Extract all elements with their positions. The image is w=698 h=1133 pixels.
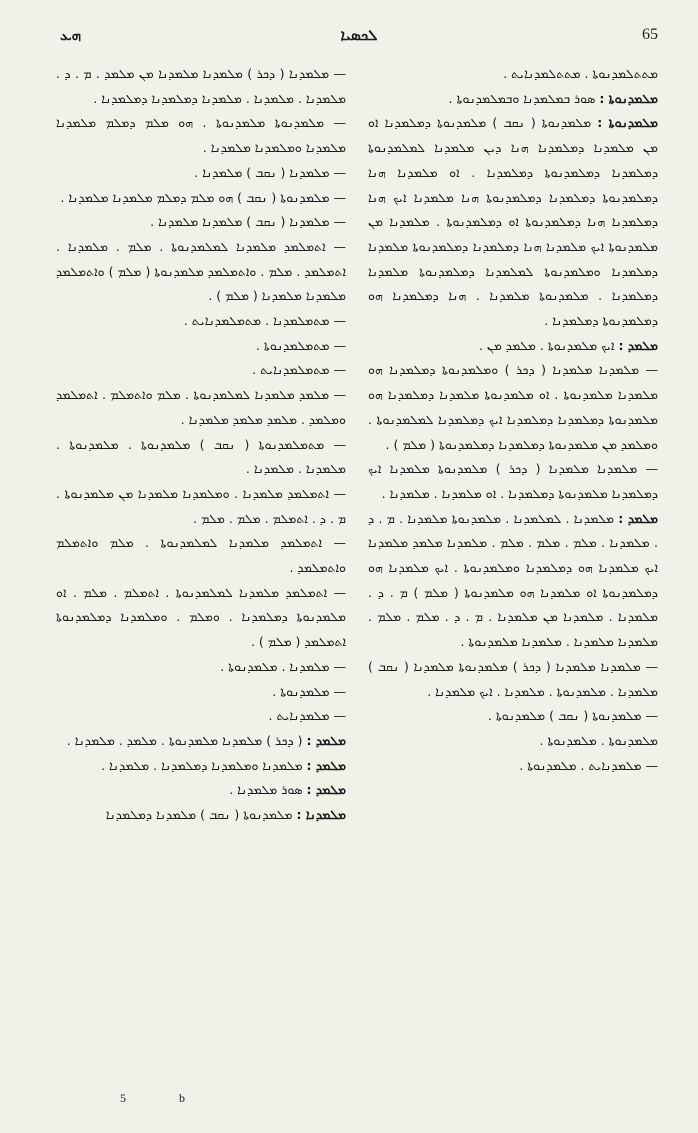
dictionary-entry xyxy=(368,358,658,457)
dictionary-entry xyxy=(56,186,346,211)
dictionary-entry xyxy=(56,729,346,754)
dictionary-entry xyxy=(368,62,658,87)
entry-headword: ܡܠܡܕ : xyxy=(306,782,346,798)
signature-number: 5 xyxy=(120,1091,127,1105)
dictionary-entry xyxy=(56,482,346,531)
entry-text: — ܡܠܡܕܢܐ ܡܠܡܕܢܐ ( ܕܟܪ ) ܘܡܠܡܕܢܘܬܐ ܕܡܠܡܕܢܐ ܗܘ ܡܠܡܕܢܐ ܡܠܡܕܢܘܬܐ . ܐܘ ܡܠܡܕܢܘܬܐ ܡܠܡܕܢܐ ܕܡܠܡܕܢܐ ܗܘ ܡܠܡܕܢܘܬܐ ܕܡܠܡܕܢܐ ܕܡܠܡܕܢܐ ܐܝܟ ܕܡܠܡܕܢܐ ܠܡܠܡܕܢܘܬܐ . ܘܡܠܡܕ ܡܢ ܡܠܡܕܢܘܬܐ ܕܡܠܡܕܢܐ ܕܡܠܡܕܢܘܬܐ ( ܡܠܡ ) . xyxy=(368,362,658,452)
dictionary-entry xyxy=(56,680,346,705)
dictionary-entry xyxy=(368,507,658,655)
entry-text: ܡܠܡܕܢܐ ܘܡܠܡܕܢܐ ܕܡܠܡܕܢܐ . ܡܠܡܕܢܐ . xyxy=(101,757,303,773)
dictionary-entry xyxy=(368,754,658,779)
entry-text: — ܡܠܡܕܢܘܬܐ . xyxy=(272,683,346,699)
dictionary-entry xyxy=(368,457,658,506)
dictionary-entry xyxy=(368,334,658,359)
dictionary-entry xyxy=(56,62,346,111)
entry-text: ܣܘܪ ܒܡܠܡܕܢܐ ܘܒܡܠܡܕܢܘܬܐ . xyxy=(448,90,596,106)
entry-text: — ܡܠܡܕ ܡܠܡܕܢܐ ܠܡܠܡܕܢܘܬܐ . ܡܠܡ ܘܐܬܡܠܡ . ܐܬܡܠܡܕ ܘܡܠܡܕ . ܡܠܡܕ ܡܠܡܕ ܡܠܡܕܢܐ . xyxy=(56,387,346,427)
entry-text: — ܡܠܡܕܢܐ ܡܠܡܕܢܐ ( ܕܟܪ ) ܡܠܡܕܢܘܬܐ ܡܠܡܕܢܐ ܐܝܟ ܕܡܠܡܕܢܐ ܡܠܡܕܢܘܬܐ ܕܡܠܡܕܢܐ . ܐܘ ܡܠܡܕܢܐ . ܡܠܡܕܢܐ . xyxy=(368,461,658,501)
entry-headword: ܡܠܡܕܢܘܬܐ : xyxy=(599,90,658,106)
dictionary-entry xyxy=(368,111,658,333)
entry-text: ܡܠܡܕܢܐ . ܠܡܠܡܕܢܐ . ܡܠܡܕܢܘܬܐ ܡܠܡܕܢܐ . ܡ . ܕ . ܡܠܡܕܢܐ . ܡܠܡ . ܡܠܡ . ܡܠܡ . ܡܠܡܕܢܐ ܡܠܡܕ ܡܠܡܕܢܐ ܐܝܟ ܡܠܡܕܢܐ ܗܘ ܕܡܠܡܕܢܐ ܘܡܠܡܕܢܘܬܐ . ܐܝܟ ܡܠܡܕܢܐ ܗܘ ܕܡܠܡܕܢܘܬܐ ܐܘ ܡܠܡܕܢܐ ܗܘ ܡܠܡܕܢܘܬܐ ( ܡܠܡ ) ܡ . ܕ . ܡܠܡܕܢܐ . ܡܠܡܕܢܐ ܡܢ ܡܠܡܕܢܐ . ܡ . ܕ . ܡܠܡ . ܡܠܡ . ܡܠܡܕܢܐ ܡܠܡܕܢܐ . ܡܠܡܕܢܐ ܡܠܡܕܢܘܬܐ . xyxy=(368,510,658,650)
dictionary-entry xyxy=(56,161,346,186)
dictionary-entry xyxy=(56,309,346,334)
entry-text: — ܡܬܡܠܡܕܢܐ . ܡܬܡܠܡܕܢܐܝܬ . xyxy=(183,313,346,329)
entry-text: ܡܠܡܕܢܘܬܐ . ܡܠܡܕܢܘܬܐ . xyxy=(539,732,658,748)
entry-text: — ܡܠܡܕܢܐ ( ܕܟܪ ) ܡܠܡܕܢܐ ܡܠܡܕܢܐ ܡܢ ܡܠܡܕ . ܡ . ܕ . ܡܠܡܕܢܐ . ܡܠܡܕܢܐ . ܡܠܡܕܢܐ ܕܡܠܡܕܢܐ ܕܡܠܡܕܢܐ . xyxy=(56,66,346,106)
dictionary-entry xyxy=(56,210,346,235)
dictionary-entry xyxy=(56,235,346,309)
entry-headword: ܡܠܡܕ : xyxy=(618,510,658,526)
dictionary-entry xyxy=(368,729,658,754)
entry-text: ܡܬܬܠܡܕܢܘܬܐ . ܡܬܬܠܡܕܢܐܝܬ . xyxy=(503,66,658,81)
entry-text: — ܡܠܡܕܢܐ ( ܢܩܒ ) ܡܠܡܕܢܐ . xyxy=(194,164,346,180)
dictionary-entry xyxy=(368,87,658,112)
entry-headword: ܡܠܡܕ : xyxy=(618,337,658,353)
running-head-title: ܠܟܣܝܐ xyxy=(340,26,378,44)
entry-text: — ܡܠܡܕܢܘܬܐ ( ܢܩܒ ) ܗܘ ܡܠܡ ܕܡܠܡ ܡܠܡܕܢܐ ܡܠܡܕܢܐ . xyxy=(60,189,346,205)
entry-text: — ܡܬܡܠܡܕܢܘܬܐ ( ܢܩܒ ) ܡܠܡܕܢܘܬܐ . ܡܠܡܕܢܘܬܐ . ܡܠܡܕܢܐ . ܡܠܡܕܢܐ . xyxy=(56,436,346,477)
entry-text: — ܐܬܡܠܡܕ ܡܠܡܕܢܐ ܠܡܠܡܕܢܘܬܐ . ܐܬܡܠܡ . ܡܠܡ . ܐܘ ܡܠܡܕܢܘܬܐ ܕܡܠܡܕܢܐ . ܘܡܠܡ . ܘܡܠܡܕܢܐ ܕܡܠܡܕܢܘܬܐ ܐܬܡܠܡܕ ( ܡܠܡ ) . xyxy=(56,584,346,650)
dictionary-entry xyxy=(56,531,346,580)
entry-text: — ܡܠܡܕܢܐܝܬ . ܡܠܡܕܢܘܬܐ . xyxy=(519,757,658,773)
dictionary-entry xyxy=(368,704,658,729)
entry-text: — ܡܠܡܕܢܐܝܬ . xyxy=(268,708,346,724)
dictionary-entry xyxy=(56,754,346,779)
entry-text: ܡܠܡܕܢܘܬܐ ( ܢܩܒ ) ܡܠܡܕܢܐ ܕܡܠܡܕܢܐ xyxy=(105,807,293,823)
signature-letter: b xyxy=(179,1091,186,1105)
entry-text: — ܐܬܡܠܡܕ ܡܠܡܕܢܐ ܠܡܠܡܕܢܘܬܐ . ܡܠܡ . ܡܠܡܕܢܐ . ܐܬܡܠܡܕ . ܡܠܡ . ܘܐܬܡܠܡܕ ܡܠܡܕܢܘܬܐ ( ܡܠܡ ) ܘܐܬܡܠܡܕ ܡܠܡܕܢܐ ܡܠܡܕܢܐ ( ܡܠܡ ) . xyxy=(56,238,346,304)
dictionary-entry xyxy=(56,803,346,828)
entry-headword: ܡܠܡܕ : xyxy=(306,757,346,773)
entry-headword: ܡܠܡܕܢܐ : xyxy=(296,807,346,823)
dictionary-entry xyxy=(56,358,346,383)
running-header xyxy=(60,26,658,50)
entry-text: — ܡܠܡܕܢܘܬܐ ( ܢܩܒ ) ܡܠܡܕܢܘܬܐ . xyxy=(487,708,658,724)
entry-text: — ܡܠܡܕܢܘܬܐ ܡܠܡܕܢܘܬܐ . ܗܘ ܡܠܡ ܕܡܠܡ ܡܠܡܕܢܐ ܡܠܡܕܢܐ ܘܡܠܡܕܢܐ ܡܠܡܕܢܐ . xyxy=(56,115,346,156)
dictionary-entry xyxy=(56,581,346,655)
entry-text: — ܡܬܡܠܡܕܢܐܝܬ . xyxy=(252,362,346,378)
dictionary-entry xyxy=(56,433,346,482)
dictionary-entry xyxy=(56,111,346,160)
entry-text: — ܐܬܡܠܡܕ ܡܠܡܕܢܐ . ܘܡܠܡܕܢܐ ܡܠܡܕܢܐ ܡܢ ܡܠܡܕܢܘܬܐ . ܡ . ܕ . ܐܬܡܠܡ . ܡܠܡ . ܡܠܡ . xyxy=(56,485,346,526)
entry-text: — ܡܠܡܕܢܐ ( ܢܩܒ ) ܡܠܡܕܢܐ ܡܠܡܕܢܐ . xyxy=(150,214,346,230)
entry-text: ܐܝܟ ܡܠܡܕܢܘܬܐ . ܡܠܡܕ ܡܢ . xyxy=(478,337,615,353)
dictionary-entry xyxy=(56,704,346,729)
right-column xyxy=(368,62,658,778)
entry-text: — ܡܠܡܕܢܐ ܡܠܡܕܢܐ ( ܕܟܪ ) ܡܠܡܕܢܘܬܐ ܡܠܡܕܢܐ ( ܢܩܒ ) ܡܠܡܕܢܐ . ܡܠܡܕܢܘܬܐ . ܡܠܡܕܢܐ . ܐܝܟ ܡܠܡܕܢܐ . xyxy=(368,658,658,699)
dictionary-entry xyxy=(368,655,658,704)
entry-text: — ܐܬܡܠܡܕ ܡܠܡܕܢܐ ܠܡܠܡܕܢܘܬܐ . ܡܠܡ ܘܐܬܡܠܡ ܘܐܬܡܠܡܕ . xyxy=(56,535,346,576)
entry-text: ( ܕܟܪ ) ܡܠܡܕܢܐ ܡܠܡܕܢܘܬܐ . ܡܠܡܕ . ܡܠܡܕܢܐ . xyxy=(66,732,303,748)
dictionary-entry xyxy=(56,383,346,432)
dictionary-entry xyxy=(56,778,346,803)
entry-text: ܡܠܡܕܢܘܬܐ ( ܢܩܒ ) ܡܠܡܕܢܘܬܐ ܕܡܠܡܕܢܐ ܐܘ ܡܢ ܡܠܡܕܢܐ ܕܡܠܡܕܢܐ ܗܢܐ ܕܝܢ ܡܠܡܕܢܐ ܠܡܠܡܕܢܘܬܐ ܕܡܠܡܕܢܐ ܕܡܠܡܕܢܘܬܐ ܕܡܠܡܕܢܐ . ܐܘ ܡܠܡܕܢܐ ܗܢܐ ܕܡܠܡܕܢܘܬܐ ܕܡܠܡܕܢܐ ܕܡܠܡܕܢܘܬܐ ܗܢܐ ܡܠܡܕܢܐ ܐܝܟ ܗܢܐ ܕܡܠܡܕܢܐ ܗܢܐ ܕܡܠܡܕܢܘܬܐ ܐܘ ܕܡܠܡܕܢܘܬܐ . ܡܠܡܕܢܐ ܡܢ ܡܠܡܕܢܘܬܐ ܐܝܟ ܡܠܡܕܢܐ ܗܢܐ ܕܡܠܡܕܢܐ ܕܡܠܡܕܢܘܬܐ ܡܠܡܕܢܐ ܕܡܠܡܕܢܐ ܘܡܠܡܕܢܘܬܐ ܠܡܠܡܕܢܐ ܕܡܠܡܕܢܘܬܐ ܡܠܡܕܢܐ ܕܡܠܡܕܢܐ . ܡܠܡܕܢܘܬܐ ܡܠܡܕܢܐ . ܗܢܐ ܕܡܠܡܕܢܐ ܗܘ ܕܡܠܡܕܢܘܬܐ ܕܡܠܡܕܢܐ . xyxy=(368,115,658,329)
entry-text: — ܡܬܡܠܡܕܢܘܬܐ . xyxy=(255,337,346,353)
signature-mark xyxy=(120,1091,234,1106)
entry-headword: ܡܠܡܕܢܘܬܐ : xyxy=(597,115,658,131)
running-head-left: ܗܥ xyxy=(60,26,81,44)
page-number: 65 xyxy=(642,26,658,43)
dictionary-entry xyxy=(56,334,346,359)
entry-text: ܣܘܪ ܡܠܡܕܢܐ . xyxy=(229,782,303,798)
left-column xyxy=(56,62,346,828)
entry-text: — ܡܠܡܕܢܐ . ܡܠܡܕܢܘܬܐ . xyxy=(220,658,346,674)
entry-headword: ܡܠܡܕ : xyxy=(306,732,346,748)
dictionary-entry xyxy=(56,655,346,680)
